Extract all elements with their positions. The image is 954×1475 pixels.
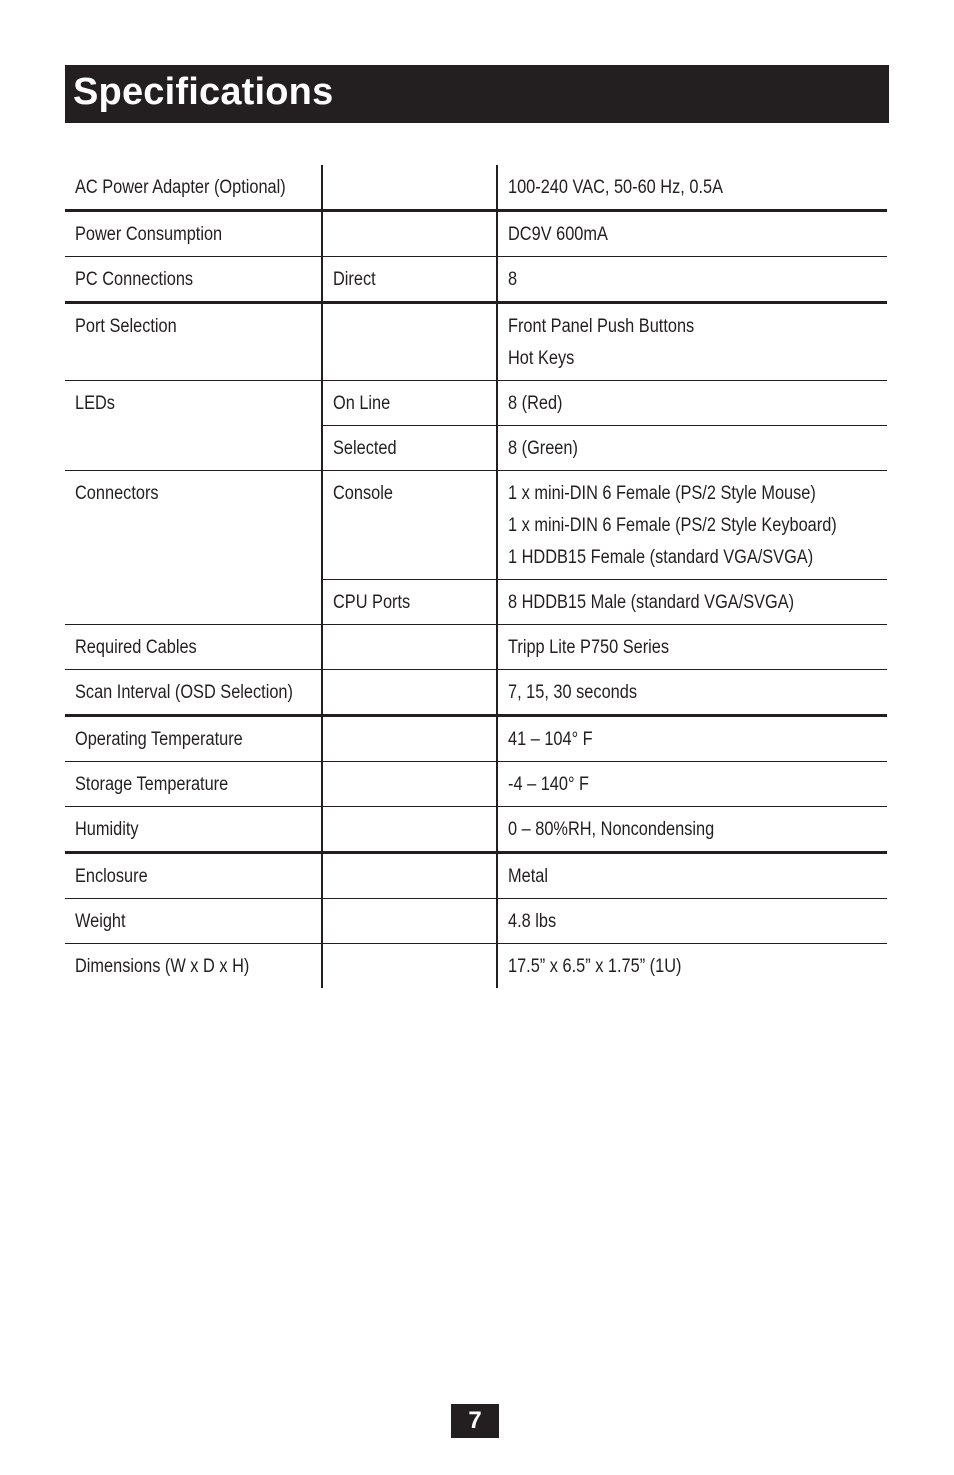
table-row <box>65 670 887 716</box>
spec-sublabel: CPU Ports <box>333 592 411 613</box>
spec-label: Scan Interval (OSD Selection) <box>75 682 293 703</box>
page-title-bar <box>65 65 889 123</box>
page-number: 7 <box>451 1404 499 1438</box>
spec-value: 8 (Green) <box>508 438 578 459</box>
spec-label: AC Power Adapter (Optional) <box>75 177 286 198</box>
spec-label: Connectors <box>75 483 159 504</box>
spec-value: 8 HDDB15 Male (standard VGA/SVGA) <box>508 592 795 613</box>
spec-value: 1 HDDB15 Female (standard VGA/SVGA) <box>508 547 814 568</box>
table-row <box>65 853 887 899</box>
specifications-table <box>65 165 887 988</box>
spec-label: Required Cables <box>75 637 197 658</box>
spec-value: 0 – 80%RH, Noncondensing <box>508 819 715 840</box>
spec-sublabel: Selected <box>333 438 397 459</box>
page-title: Specifications <box>73 71 334 113</box>
table-row <box>65 165 887 211</box>
spec-value: Tripp Lite P750 Series <box>508 637 670 658</box>
spec-value: 7, 15, 30 seconds <box>508 682 637 703</box>
spec-sublabel: On Line <box>333 393 391 414</box>
spec-label: PC Connections <box>75 269 194 290</box>
table-row <box>65 303 887 381</box>
spec-value: Front Panel Push Buttons <box>508 316 695 337</box>
spec-value: 8 <box>508 269 518 290</box>
spec-value: 8 (Red) <box>508 393 563 414</box>
table-row <box>65 381 887 426</box>
spec-label: Operating Temperature <box>75 729 243 750</box>
spec-value: 100-240 VAC, 50-60 Hz, 0.5A <box>508 177 723 198</box>
spec-label: LEDs <box>75 393 115 414</box>
spec-label: Port Selection <box>75 316 177 337</box>
spec-label: Power Consumption <box>75 224 223 245</box>
spec-value: Hot Keys <box>508 348 575 369</box>
spec-value: 1 x mini-DIN 6 Female (PS/2 Style Keyboard) <box>508 515 837 536</box>
spec-sublabel: Console <box>333 483 393 504</box>
spec-label: Humidity <box>75 819 139 840</box>
spec-value: -4 – 140° F <box>508 774 590 795</box>
table-row <box>65 762 887 807</box>
spec-label: Enclosure <box>75 866 148 887</box>
table-row <box>65 257 887 303</box>
spec-label: Storage Temperature <box>75 774 229 795</box>
table-row <box>65 211 887 257</box>
table-row <box>65 944 887 989</box>
spec-label: Weight <box>75 911 126 932</box>
spec-sublabel: Direct <box>333 269 376 290</box>
spec-value: 4.8 lbs <box>508 911 557 932</box>
spec-value: 41 – 104° F <box>508 729 593 750</box>
spec-value: Metal <box>508 866 548 887</box>
spec-label: Dimensions (W x D x H) <box>75 956 250 977</box>
table-row <box>65 716 887 762</box>
table-row <box>65 899 887 944</box>
spec-value: 1 x mini-DIN 6 Female (PS/2 Style Mouse) <box>508 483 816 504</box>
table-row <box>65 471 887 580</box>
table-row <box>65 625 887 670</box>
table-row <box>65 807 887 853</box>
spec-value: 17.5” x 6.5” x 1.75” (1U) <box>508 956 682 977</box>
spec-value: DC9V 600mA <box>508 224 608 245</box>
